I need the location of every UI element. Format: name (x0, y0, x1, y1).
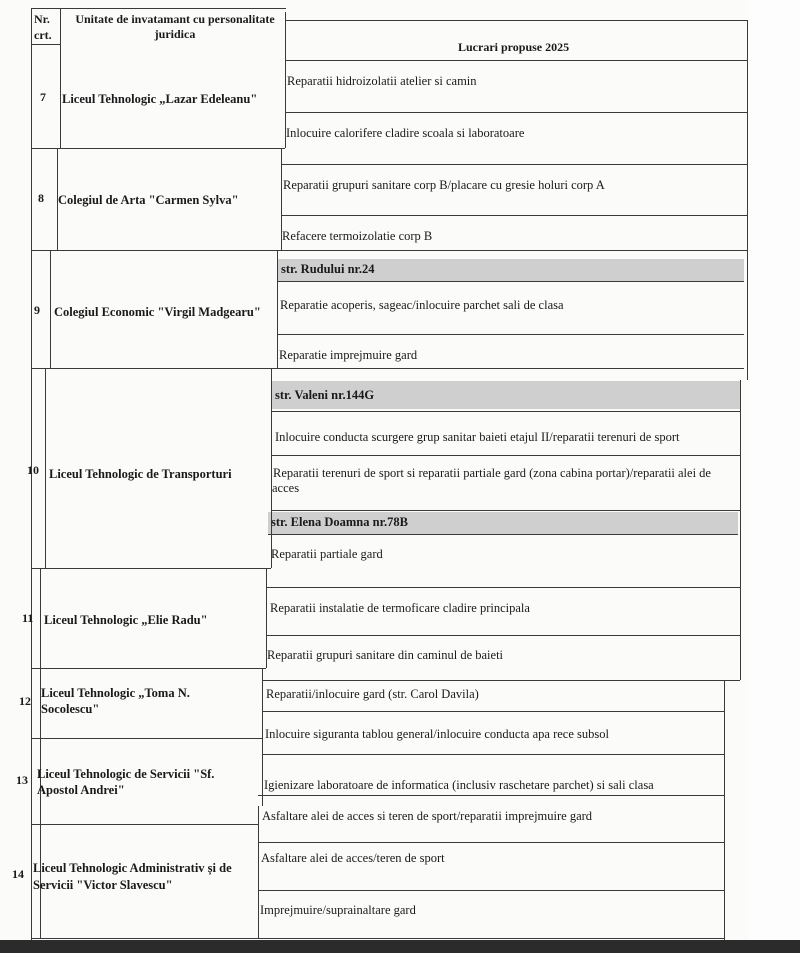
work-item: Reparatie acoperis, sageac/inlocuire parchet sali de clasa (280, 298, 564, 312)
work-item: Reparatii/inlocuire gard (str. Carol Davila) (266, 687, 479, 701)
row-number: 9 (34, 303, 40, 317)
row-number: 11 (22, 611, 34, 625)
unit-name: Liceul Tehnologic „Elie Radu" (44, 613, 208, 627)
column-divider (50, 250, 51, 368)
work-item: Asfaltare alei de acces/teren de sport (261, 851, 445, 865)
unit-name-line1: Liceul Tehnologic Administrativ și de (33, 861, 232, 875)
row-number: 13 (16, 773, 28, 787)
row-divider (31, 568, 271, 569)
row-number: 7 (40, 90, 46, 104)
viewer-bottom-bar (0, 940, 800, 953)
work-item: Reparatii hidroizolatii atelier si camin (287, 74, 477, 88)
row-number: 10 (27, 463, 39, 477)
row-divider (31, 148, 285, 149)
work-item: Reparatii partiale gard (271, 547, 383, 561)
column-divider (45, 368, 46, 568)
address-label: str. Valeni nr.144G (275, 388, 375, 402)
table-border-bottom (31, 938, 724, 939)
row-divider (258, 842, 724, 843)
unit-name: Colegiul de Arta "Carmen Sylva" (58, 193, 239, 207)
row-divider (31, 668, 266, 669)
row-divider (285, 112, 747, 113)
row-number: 14 (12, 867, 24, 881)
work-item: acces (272, 481, 300, 495)
row-divider (271, 510, 740, 511)
row-divider (31, 44, 60, 45)
row-divider (258, 890, 724, 891)
row-divider (262, 754, 724, 755)
row-divider (31, 368, 744, 369)
row-divider (271, 455, 740, 456)
column-divider (277, 250, 278, 368)
row-divider (266, 587, 740, 588)
row-divider (266, 635, 740, 636)
header-works: Lucrari propuse 2025 (458, 40, 570, 54)
row-divider (285, 20, 747, 21)
work-item: Reparatii grupuri sanitare din caminul de baieti (267, 648, 504, 662)
row-divider (31, 824, 258, 825)
column-divider (271, 368, 272, 568)
table-border-right (747, 20, 748, 380)
row-divider (31, 8, 286, 9)
work-item: Refacere termoizolatie corp B (282, 229, 433, 243)
work-item: Imprejmuire/suprainaltare gard (260, 903, 416, 917)
header-unit: Unitate de invatamant cu personalitate juridica (75, 12, 275, 41)
row-divider (268, 534, 738, 535)
row-divider (262, 711, 724, 712)
unit-name-line1: Liceul Tehnologic „Toma N. (41, 686, 190, 700)
work-item: Asfaltare alei de acces si teren de sport/reparatii imprejmuire gard (262, 809, 593, 823)
work-item: Reparatii grupuri sanitare corp B/placare cu gresie holuri corp A (283, 178, 605, 192)
header-nr-crt: Nr. crt. (34, 12, 52, 42)
column-divider (262, 668, 263, 806)
unit-name-line2: Servicii "Victor Slavescu" (33, 878, 173, 892)
unit-name: Liceul Tehnologic de Transporturi (49, 467, 232, 481)
row-divider (271, 411, 740, 412)
work-item: Reparatie imprejmuire gard (279, 348, 418, 362)
work-item: Inlocuire calorifere cladire scoala si laboratoare (286, 126, 525, 140)
row-divider (285, 60, 747, 61)
row-divider (258, 795, 724, 796)
column-divider (60, 8, 61, 148)
row-divider (262, 680, 740, 681)
table-border-right (724, 680, 725, 940)
work-item: Inlocuire conducta scurgere grup sanitar baieti etajul II/reparatii terenuri de sport (275, 430, 680, 444)
unit-name: Colegiul Economic "Virgil Madgearu" (54, 305, 261, 319)
unit-name-line1: Liceul Tehnologic de Servicii "Sf. (37, 767, 215, 781)
unit-name-line2: Socolescu" (41, 702, 100, 716)
row-divider (281, 215, 747, 216)
address-label: str. Rudului nr.24 (281, 262, 375, 276)
work-item: Reparatii terenuri de sport si reparatii partiale gard (zona cabina portar)/reparatii alei de (273, 466, 711, 480)
address-label: str. Elena Doamna nr.78B (271, 515, 408, 529)
row-divider (281, 164, 747, 165)
row-number: 8 (38, 191, 44, 205)
unit-name-line2: Apostol Andrei" (37, 783, 125, 797)
work-item: Igienizare laboratoare de informatica (inclusiv raschetare parchet) si sali clasa (264, 778, 654, 792)
unit-name: Liceul Tehnologic „Lazar Edeleanu" (62, 92, 258, 106)
row-divider (277, 334, 744, 335)
row-divider (31, 250, 747, 251)
row-divider (31, 738, 262, 739)
row-number: 12 (19, 694, 31, 708)
row-divider (277, 281, 744, 282)
table-border-right (740, 380, 741, 680)
work-item: Reparatii instalatie de termoficare cladire principala (270, 601, 530, 615)
work-item: Inlocuire siguranta tablou general/inlocuire conducta apa rece subsol (265, 727, 609, 741)
column-divider (258, 806, 259, 938)
